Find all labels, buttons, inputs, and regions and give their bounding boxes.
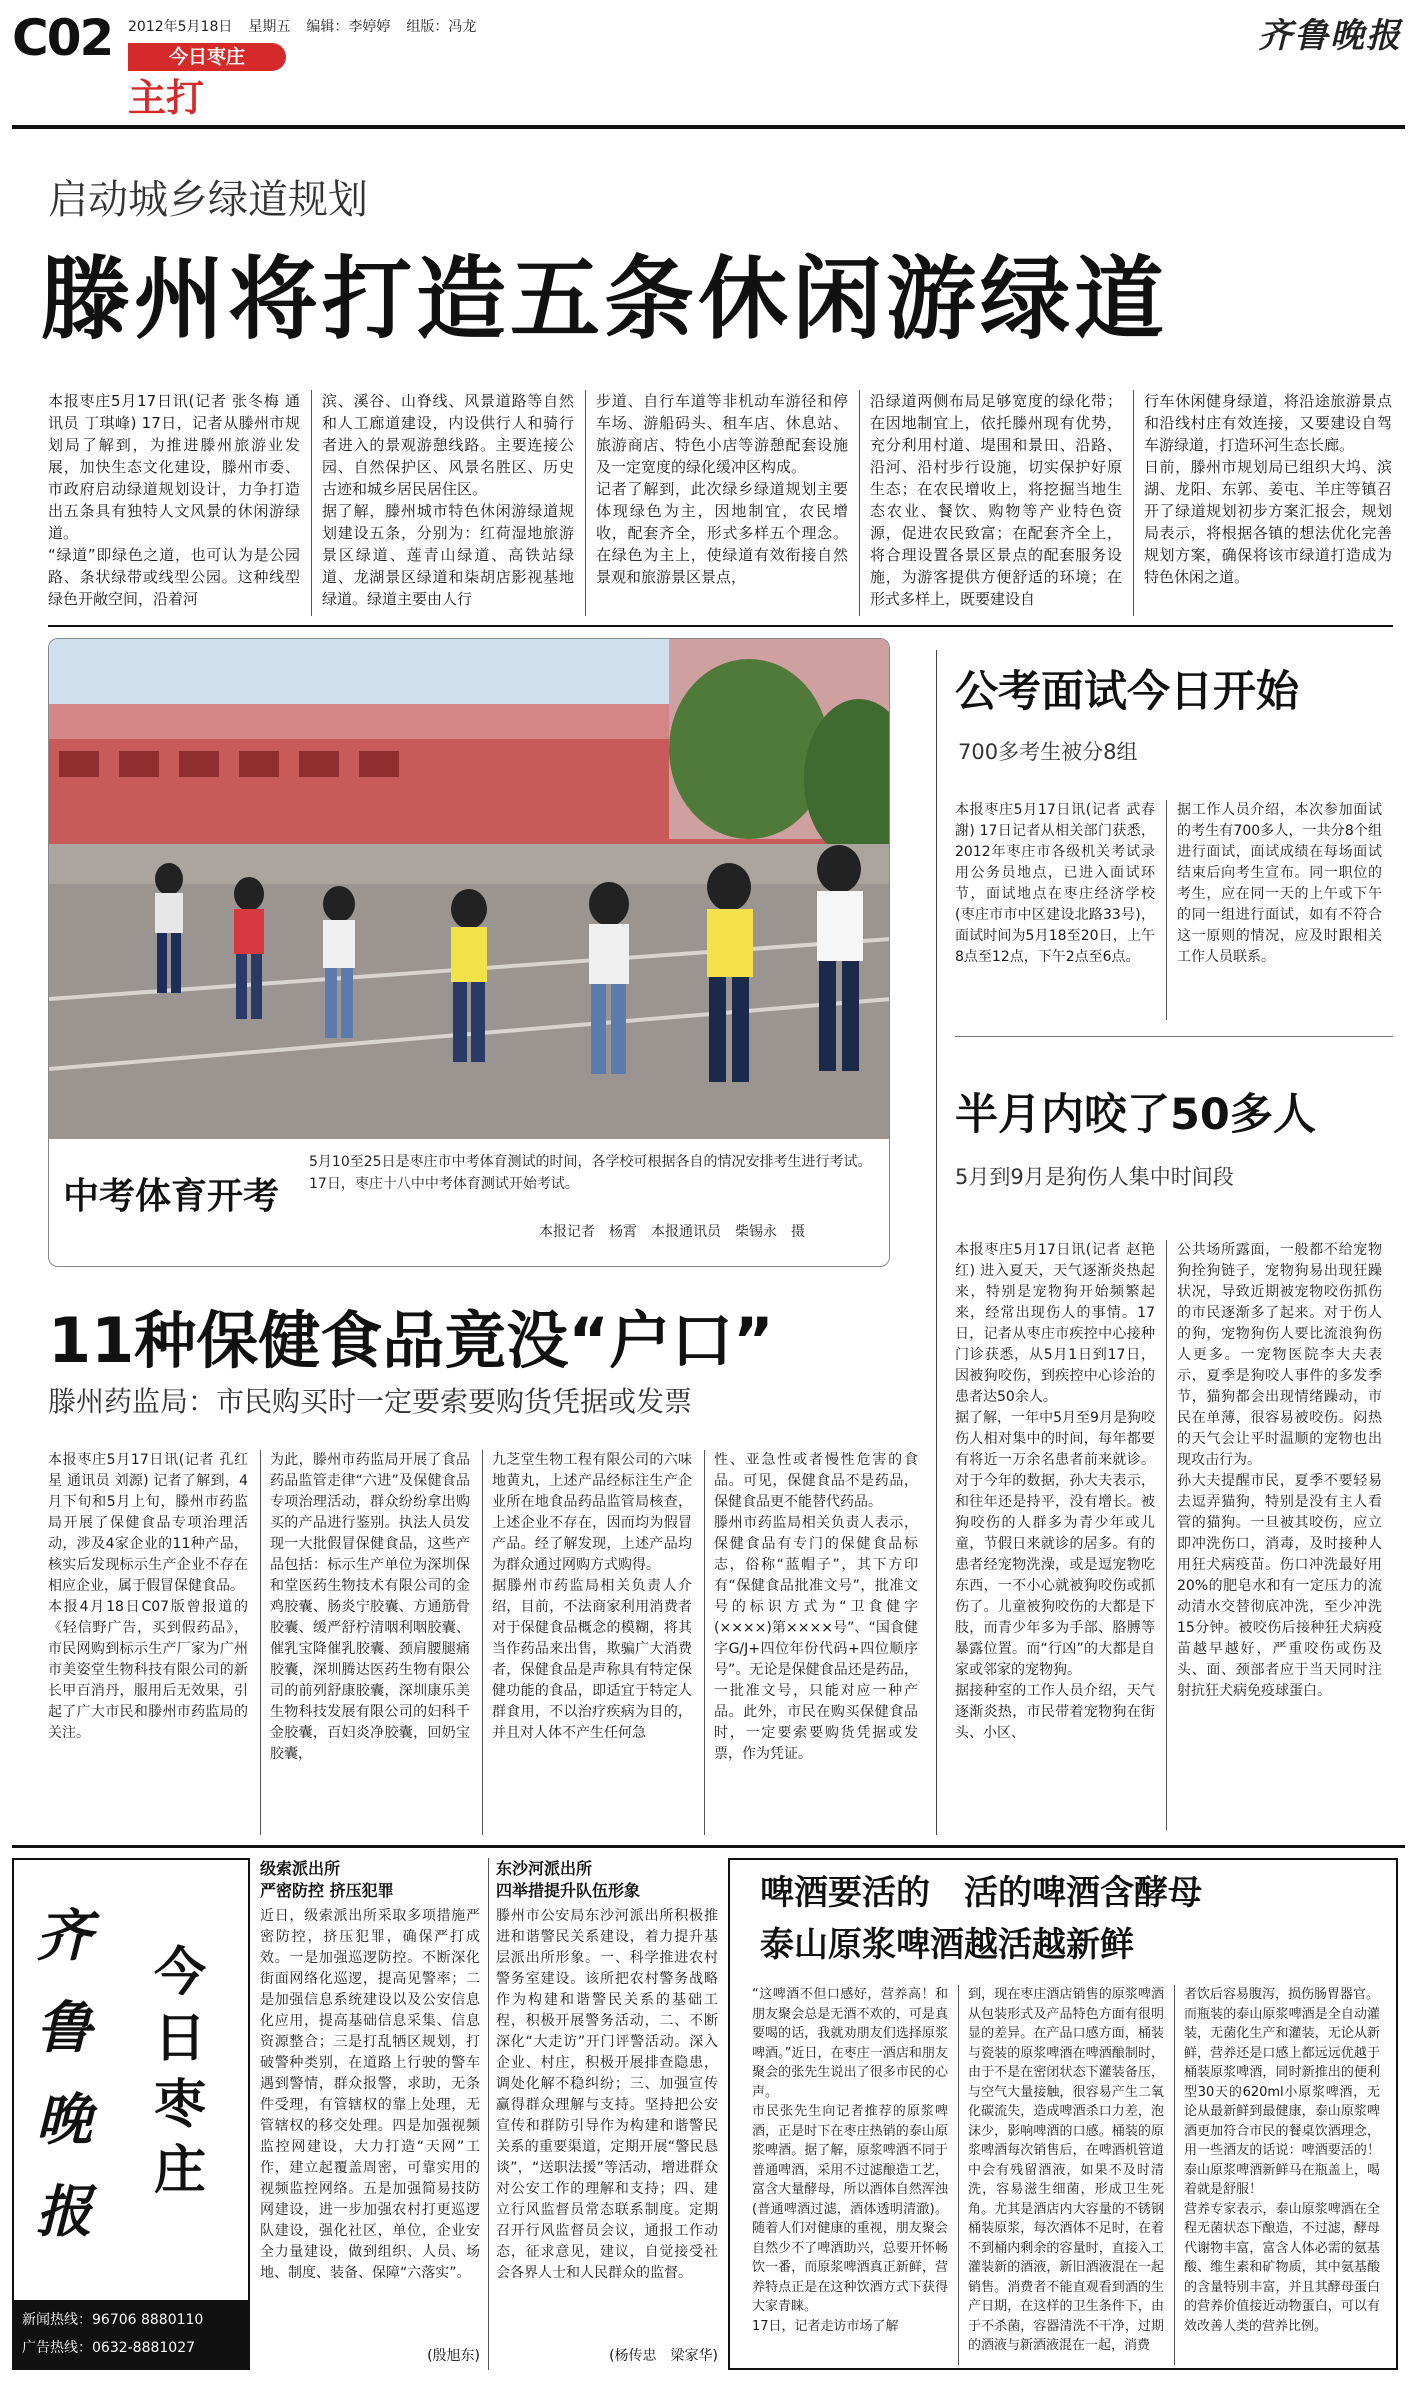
health-headline: 11种保健食品竟没“户口”	[48, 1304, 774, 1377]
photo-caption: 5月10至25日是枣庄市中考体育测试的时间，各学校可根据各自的情况安排考生进行考试。17日，枣庄十八中中考体育测试开始考试。	[309, 1154, 872, 1192]
lead-headline: 滕州将打造五条休闲游绿道	[40, 247, 1168, 352]
beer-col-3: 者饮后容易腹泻，损伤肠胃器官。 而瓶装的泰山原浆啤酒是全自动灌装，无菌化生产和灌装，无论从新鲜，营养还是口感上都远远优越于桶装原浆啤酒，同时新推出的便利型30天的620ml小原浆啤酒，无论从最新鲜到最健康，泰山原浆啤酒更加符合市民的餐桌饮酒理念，用一些酒友的话说：啤酒要活的！泰山原浆啤酒新鲜马在瓶盖上，喝着就是舒服！ 营养专家表示，泰山原浆啤酒在全程无菌状态下酿造，不过滤，酵母代谢物丰富，富含人体必需的氨基酸、维生素和矿物质，其中氨基酸的含量特别丰富，并且其酵母蛋白的营养价值接近动物蛋白，可以有效改善人类的营养比例。	[1184, 1987, 1380, 2334]
hotline-ad: 广告热线：0632-8881027	[22, 2340, 196, 2356]
exam-col-1: 本报枣庄5月17日讯(记者 武春謝) 17日记者从相关部门获悉，2012年枣庄市各级机关考试录用公务员地点，已进入面试环节，面试地点在枣庄经济学校(枣庄市市中区建设北路33号)，面试时间为5月18至20日，上午8点至12点，下午2点至6点。	[955, 802, 1155, 965]
police-story-1	[260, 1858, 480, 2370]
dog-headline: 半月内咬了50多人	[955, 1090, 1316, 1140]
issue-date: 2012年5月18日	[128, 19, 233, 35]
dog-col-1: 本报枣庄5月17日讯(记者 赵艳红) 进入夏天，天气逐渐炎热起来，特别是宠物狗开始频繁起来，经常出现伤人的事情。17日，记者从枣庄市疾控中心接种门诊获悉，从5月1日到17日，因被狗咬伤，到疾控中心诊治的患者达50余人。 据了解，一年中5月至9月是狗咬伤人相对集中的时间，每年都要有将近一万余名患者前来就诊。对于今年的数据，孙大夫表示，和往年还是持平，没有增长。被狗咬伤的人群多为青少年或儿童，节假日来就诊的居多。有的患者经宠物洗澡，或是逗宠物吃东西，一不小心就被狗咬伤或抓伤了。儿童被狗咬伤的大都是下肢，而青少年多为手部、胳膊等暴露位置。而“行凶”的大都是自家或邻家的宠物狗。 据接种室的工作人员介绍，天气逐渐炎热，市民带着宠物狗在街头、小区、	[955, 1242, 1155, 1741]
beer-title-2: 泰山原浆啤酒越活越新鲜	[760, 1925, 1134, 1965]
masthead-logo: 齐鲁晚报	[1258, 16, 1402, 56]
photo-title: 中考体育开考	[63, 1176, 280, 1217]
brand-logo: 齐鲁晚报	[36, 1903, 92, 2245]
lead-col-4: 沿绿道两侧布局足够宽度的绿化带；在因地制宜上，依托滕州现有优势，充分利用村道、堤围和景田、沿路、沿河、沿村步行设施，切实保护好原生态；在农民增收上，将挖掘当地生态农业、餐饮、购物等产业特色资源，促进农民致富；在配套齐全上，将合理设置各景区景点的配套服务设施，为游客提供方便舒适的环境；在形式多样上，既要建设自	[870, 392, 1122, 608]
story1-body: 近日，级索派出所采取多项措施严密防控，挤压犯罪，确保严打成效。一是加强巡逻防控。不断深化街面网络化巡逻，提高见警率；二是加强信息系统建设以及公安信息化应用，提高基础信息采集、信息资源整合；三是打乱牺区规划，打破警种类别，在道路上行驶的警车遇到警情，群众报警，求助，无条件受理，有管辖权的靠上处理，无管辖权的移交处理。四是加强视频监控网建设，大力打造“天网”工作，建立起覆盖周密，可靠实用的视频监控网络。五是加强简易技防网建设，进一步加强农村打更巡逻队建设，强化社区，单位，企业安全力量建设，做到组织、人员、场地、制度、装备、保障“六落实”。	[260, 1908, 480, 2281]
hotline-news: 新闻热线：96706 8880110	[22, 2312, 204, 2328]
beer-col-1: “这啤酒不但口感好，营养高！和朋友聚会总是无酒不欢的，可是真要喝的话，我就劝朋友们选择原浆啤酒。”近日，在枣庄一酒店和朋友聚会的张先生说出了很多市民的心声。 市民张先生向记者推荐的原浆啤酒，正是时下在枣庄热销的泰山原浆啤酒。据了解，原浆啤酒不同于普通啤酒，采用不过滤酿造工艺，富含大量酵母，所以酒体自然浑浊(普通啤酒过滤，酒体透明清澈)。随着人们对健康的重视，朋友聚会自然少不了啤酒助兴，总要开怀畅饮一番，而原浆啤酒真正新鲜，营养特点正是在这种饮酒方式下获得大家青睐。 17日，记者走访市场了解	[752, 1987, 948, 2334]
health-subhead: 滕州药监局：市民购买时一定要索要购货凭据或发票	[48, 1385, 693, 1418]
brand-box	[12, 1858, 250, 2370]
lead-body	[48, 390, 1393, 616]
beer-title-1: 啤酒要活的 活的啤酒含酵母	[760, 1873, 1202, 1913]
issue-weekday: 星期五	[248, 19, 291, 35]
story1-subtitle: 严密防控 挤压犯罪	[260, 1881, 394, 1900]
exam-headline: 公考面试今日开始	[955, 667, 1299, 717]
exam-col-2: 据工作人员介绍，本次参加面试的考生有700多人，一共分8个组进行面试，面试成绩在每场面试结束后向考生宣布。同一职位的考生，应在同一天的上午或下午的同一组进行面试，如有不符合这一原则的情况，应及时跟相关工作人员联系。	[1177, 802, 1382, 965]
health-col-1: 本报枣庄5月17日讯(记者 孔红星 通讯员 刘源) 记者了解到，4月下旬和5月上旬，滕州市药监局开展了保健食品专项治理活动，涉及4家企业的11种产品，核实后发现标示生产企业不存在相应企业，属于假冒保健食品。 本报4月18日C07版曾报道的《轻信野广告，买到假药品》，市民网购到标示生产厂家为广州市美姿堂生物科技有限公司的新长甲百消丹，服用后无效果，引起了广大市民和滕州市药监局的关注。	[48, 1452, 248, 1741]
story2-byline: (杨传忠 梁家华)	[609, 2348, 718, 2364]
health-col-2: 为此，滕州市药监局开展了食品药品监管走律“六进”及保健食品专项治理活动，群众纷纷拿出购买的产品进行鉴别。执法人员发现一大批假冒保健食品，这些产品包括：标示生产单位为深圳保和堂医药生物技术有限公司的金鸡胶囊、肠炎宁胶囊、方通筋骨胶囊、缓严舒柠清咽利咽胶囊、催乳宝降催乳胶囊、颈肩腰腿痛胶囊，深圳腾达医药生物有限公司的前列舒康胶囊，深圳康乐美生物科技发展有限公司的妇科千金胶囊，百妇炎净胶囊，回奶宝胶囊，	[270, 1452, 470, 1762]
layout-credit: 组版：冯龙	[406, 19, 477, 35]
exam-photo	[49, 639, 890, 1139]
photo-credit: 本报记者 杨霄 本报通讯员 柴锡永 摄	[539, 1224, 805, 1240]
story1-byline: (殷旭东)	[427, 2348, 480, 2364]
beer-col-2: 到，现在枣庄酒店销售的原浆啤酒从包装形式及产品特色方面有很明显的差异。在产品口感方面，桶装与瓷装的原浆啤酒在啤酒酿制时，由于不是在密闭状态下灌装备压，与空气大量接触，很容易产生二氧化碳流失，造成啤酒杀口力差，泡沫少，影响啤酒的口感。桶装的原浆啤酒每次销售后，在啤酒机管道中会有残留酒液，如果不及时清洗，容易滋生细菌，形成卫生死角。尤其是酒店内大容量的不锈钢桶装原浆，每次酒体不足时，在着不到桶内剩余的容量时，直接入工灌装新的酒液，新旧酒液混在一起销售。消费者不能直观看到酒的生产日期，在这样的卫生条件下，由于不杀菌，容器清洗不干净，过期的酒液与新酒液混在一起，消费	[968, 1987, 1164, 2353]
brand-section: 今日枣庄	[154, 1942, 207, 2201]
lead-col-1: 本报枣庄5月17日讯(记者 张冬梅 通讯员 丁琪峰) 17日，记者从滕州市规划局了解到，为推进滕州旅游业发展，加快生态文化建设，滕州市委、市政府启动绿道规划设计，力争打造出五条具有独特人文风景的休闲游绿道。 “绿道”即绿色之道，也可认为是公园路、条状绿带或线型公园。这种线型绿色开敞空间，沿着河	[48, 392, 300, 608]
health-col-3: 九芝堂生物工程有限公司的六味地黄丸，上述产品经标注生产企业所在地食品药品监管局核查，上述企业不存在，因而均为假冒产品。经了解发现，上述产品均为群众通过网购方式购得。 据滕州市药监局相关负责人介绍，目前，不法商家利用消费者对于保健食品概念的模糊，将其当作药品来出售，欺骗广大消费者，保健食品是声称具有特定保健功能的食品，即适宜于特定人群食用，不以治疗疾病为目的，并且对人体不产生任何急	[492, 1452, 692, 1741]
story2-body: 滕州市公安局东沙河派出所积极推进和谐警民关系建设，着力提升基层派出所形象。一、科学推进农村警务室建设。该所把农村警务战略作为构建和谐警民关系的基础工程，积极开展警务活动，二、不断深化“大走访”开门评警活动。深入企业、村庄，积极开展排查隐患，调处化解不稳纠纷；三、加强宣传赢得群众理解与支持。坚持把公安宣传和群防引导作为构建和谐警民关系的重要渠道，定期开展“警民恳谈”，“送职法援”等活动，增进群众对公安工作的理解和支持；四、建立行风监督员常态联系制度。定期召开行风监督员会议，通报工作动态，征求意见，建议，自觉接受社会各界人士和人民群众的监督。	[496, 1908, 718, 2281]
photo-frame	[48, 638, 890, 1267]
section-tag: 今日枣庄	[128, 43, 286, 71]
police-story-2	[496, 1858, 718, 2370]
dog-col-2: 公共场所露面，一般都不给宠物狗拴狗链子，宠物狗易出现狂躁状况，导致近期被宠物咬伤抓伤的市民逐渐多了起来。对于伤人的狗，宠物狗伤人要比流浪狗伤人更多。一宠物医院李大夫表示，夏季是狗咬人事件的多发季节，猫狗都会出现情绪躁动，市民在单薄，很容易被咬伤。闷热的天气会让平时温顺的宠物也出现攻击行为。 孙大夫提醒市民，夏季不要轻易去逗弄猫狗，特别是没有主人看管的猫狗。一旦被其咬伤，应立即冲洗伤口，消毒，及时接种人用狂犬病疫苗。伤口冲洗最好用20%的肥皂水和有一定压力的流动清水交替彻底冲洗，至少冲洗15分钟。被咬伤后接种狂犬病疫苗越早越好，严重咬伤或伤及头、面、颈部者应于当天同时注射抗狂犬病免疫球蛋白。	[1177, 1242, 1382, 1699]
editor-credit: 编辑：李婷婷	[306, 19, 391, 35]
story1-title: 级索派出所	[260, 1859, 341, 1878]
column-label: 主打	[128, 76, 205, 120]
story2-subtitle: 四举措提升队伍形象	[496, 1881, 641, 1900]
health-body	[48, 1450, 918, 1835]
lead-col-3: 步道、自行车道等非机动车游径和停车场、游船码头、租车店、休息站、旅游商店、特色小店等游憩配套设施及一定宽度的绿化缓冲区构成。 记者了解到，此次绿乡绿道规划主要体现绿色为主，因地制宜，农民增收，配套齐全，形式多样五个理念。在绿色为主上，使绿道有效衔接自然景观和旅游景区景点，	[596, 392, 848, 586]
dog-subhead: 5月到9月是狗伤人集中时间段	[955, 1165, 1234, 1189]
page-number: C02	[12, 9, 113, 67]
health-col-4: 性、亚急性或者慢性危害的食品。可见，保健食品不是药品，保健食品更不能替代药品。 滕州市药监局相关负责人表示，保健食品有专门的保健食品标志，俗称“蓝帽子”，其下方印有“保健食品批准文号”，批准文号的标识方式为“卫食健字(××××)第××××号”、“国食健字G/J+四位年份代码+四位顺序号”。无论是保健食品还是药品，一批准文号，只能对应一种产品。此外，市民在购买保健食品时，一定要索要购货凭据或发票，作为凭证。	[714, 1452, 918, 1762]
lead-col-2: 滨、溪谷、山脊线、风景道路等自然和人工廊道建设，内设供行人和骑行者进入的景观游憩线路。主要连接公园、自然保护区、风景名胜区、历史古迹和城乡居民居住区。 据了解，滕州城市特色休闲游绿道规划建设五条，分别为：红荷湿地旅游景区绿道、莲青山绿道、高铁站绿道、龙湖景区绿道和柒胡店影视基地绿道。绿道主要由人行	[322, 392, 574, 608]
exam-subhead: 700多考生被分8组	[958, 740, 1138, 764]
lead-kicker: 启动城乡绿道规划	[48, 177, 368, 223]
lead-col-5: 行车休闲健身绿道，将沿途旅游景点和沿线村庄有效连接，又要建设自驾车游绿道，打造环河生态长廊。 日前，滕州市规划局已组织大坞、滨湖、龙阳、东郭、姜屯、羊庄等镇召开了绿道规划初步方案汇报会，规划局表示，将根据各镇的想法优化完善规划方案，确保将该市绿道打造成为特色休闲之道。	[1144, 392, 1392, 586]
beer-box	[728, 1858, 1398, 2370]
story2-title: 东沙河派出所	[496, 1859, 593, 1878]
